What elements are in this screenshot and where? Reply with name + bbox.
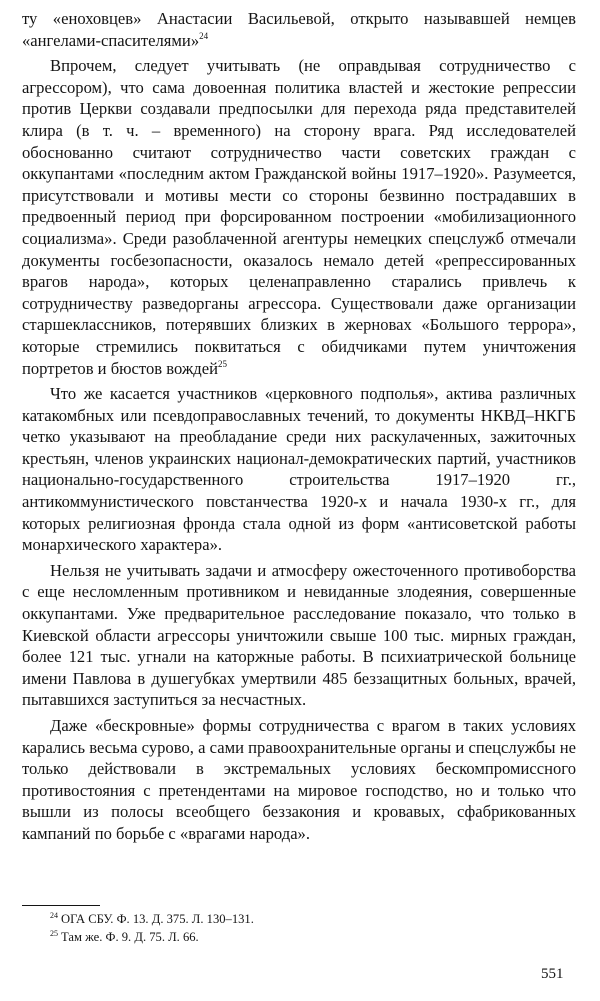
footnote-25 [50,929,550,945]
footnote-number: 25 [50,929,58,938]
footnote-ref-24: 24 [199,30,209,41]
paragraph-4: Нельзя не учитывать задачи и атмосферу ожесточенного противоборства с еще несломленным противником и невиданные злодеяния, совершенные оккупантами. Уже предварительное расследование показало, что только в Киевской области агрессоры уничтожили свыше 100 тыс. мирных граждан, более 121 тыс. угнали на каторжные работы. В психиатрической больнице имени Павлова в душегубках умертвили 485 беззащитных больных, врачей, пытавшихся заступиться за несчастных. [22,560,576,710]
paragraph-1 [22,8,576,51]
footnote-24 [50,911,550,927]
paragraph-2-text: Впрочем, следует учитывать (не оправдывая сотрудничество с агрессором), что сама довоенная политика властей и жестокие репрессии против Церкви создавали предпосылки для перехода ряда представителей клира (в т. ч. – временного) на сторону врага. Ряд исследователей обоснованно считают сотрудничество части советских граждан с оккупантами «последним актом Гражданской войны 1917–1920». Разумеется, присутствовали и мотивы мести со стороны безвинно пострадавших в предвоенный период при форсированном построении «мобилизационного социализма». Среди разоблаченной агентуры немецких спецслужб отмечали документы госбезопасности, оказалось немало детей «репрессированных врагов народа», которых целенаправленно старались привлечь к сотрудничеству разведорганы агрессора. Существовали даже организации старшеклассников, потерявших близких в жерновах «Большого террора», которые стремились поквитаться с обидчиками путем уничтожения портретов и бюстов вождей [22,56,576,378]
paragraph-2 [22,55,576,379]
page-number: 551 [541,966,564,982]
footnote-number: 24 [50,911,58,920]
main-text [22,8,576,845]
footnote-text: Там же. Ф. 9. Д. 75. Л. 66. [61,930,199,944]
footnote-ref-25: 25 [218,358,227,369]
paragraph-1-text: ту «еноховцев» Анастасии Васильевой, открыто называвшей немцев «ангелами-спасителями» [22,9,576,50]
paragraph-3: Что же касается участников «церковного подполья», актива различных катакомбных или псевдоправославных течений, то документы НКВД–НКГБ четко указывают на преобладание среди них раскулаченных, зажиточных крестьян, членов украинских национал-демократических партий, участников национально-государственного строительства 1917–1920 гг., антикоммунистического повстанчества 1920-х и начала 1930-х гг., для которых религиозная фронда стала одной из форм «антисоветской работы монархического характера». [22,384,576,555]
footnote-divider [22,905,100,906]
paragraph-5: Даже «бескровные» формы сотрудничества с врагом в таких условиях карались весьма сурово, а сами правоохранительные органы и спецслужбы не только действовали в экстремальных условиях бескомпромиссного противостояния с претендентами на мировое господство, но и только что вышли из полосы всеобщего беззакония и кровавых, сфабрикованных кампаний по борьбе с «врагами народа». [22,716,576,843]
footnote-text: ОГА СБУ. Ф. 13. Д. 375. Л. 130–131. [61,912,254,926]
